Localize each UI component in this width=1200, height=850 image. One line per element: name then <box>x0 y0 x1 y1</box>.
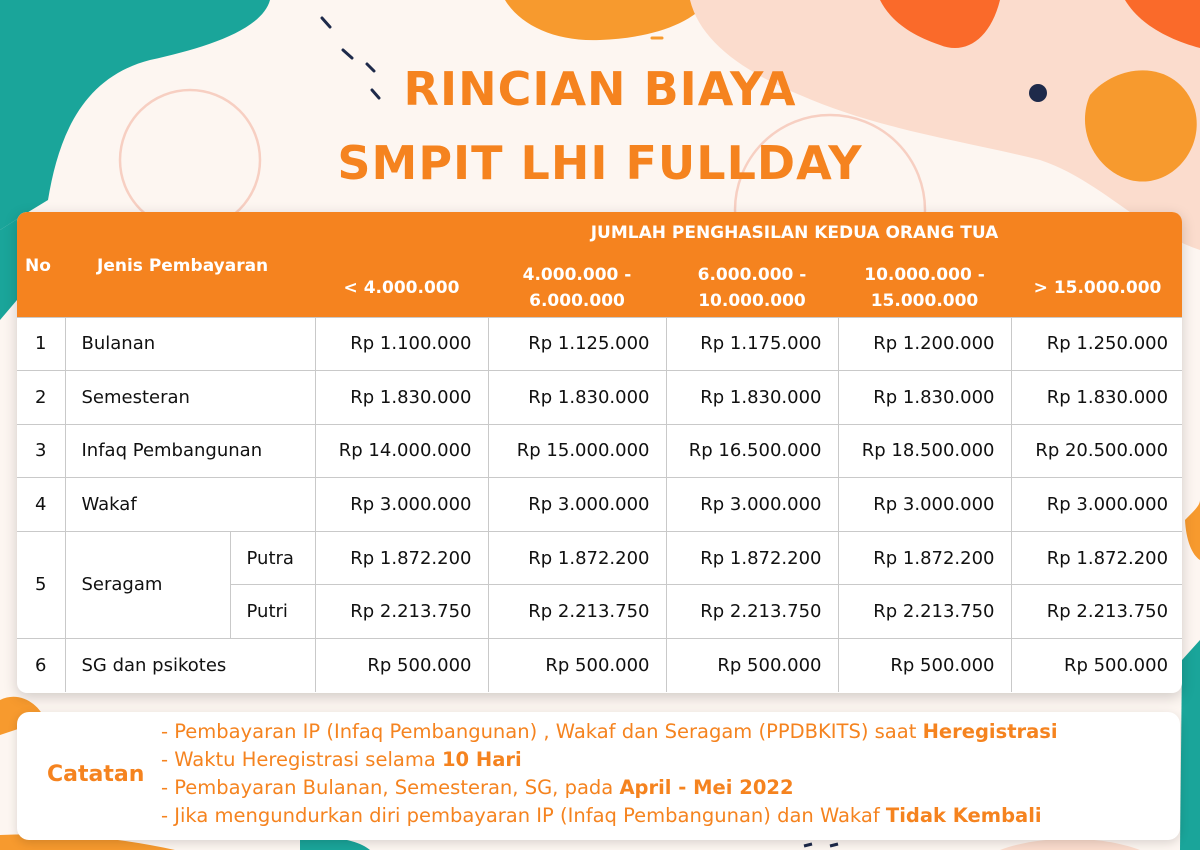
table-row <box>17 371 1182 425</box>
fee-cell: Rp 1.830.000 <box>315 371 488 425</box>
row-name: Seragam <box>65 531 230 638</box>
fee-table <box>17 212 1182 692</box>
fee-cell: Rp 14.000.000 <box>315 424 488 478</box>
fee-cell: Rp 1.125.000 <box>488 317 666 371</box>
range-line: > 15.000.000 <box>1033 278 1162 299</box>
table-row <box>17 424 1182 478</box>
fee-cell: Rp 500.000 <box>666 639 838 693</box>
row-name: SG dan psikotes <box>65 639 315 693</box>
row-name: Infaq Pembangunan <box>65 424 315 478</box>
fee-cell: Rp 1.100.000 <box>315 317 488 371</box>
fee-cell: Rp 2.213.750 <box>1011 585 1182 639</box>
row-no: 2 <box>17 371 65 425</box>
fee-cell: Rp 1.872.200 <box>488 531 666 585</box>
fee-cell: Rp 1.872.200 <box>666 531 838 585</box>
fee-cell: Rp 3.000.000 <box>838 478 1011 532</box>
note-text: - Jika mengundurkan diri pembayaran IP (Infaq Pembangunan) dan Wakaf <box>161 804 886 827</box>
fee-cell: Rp 1.872.200 <box>838 531 1011 585</box>
header-range <box>315 254 488 317</box>
row-sub-label: Putri <box>230 585 315 639</box>
header-range <box>1011 254 1182 317</box>
header-jenis: Jenis Pembayaran <box>65 212 315 317</box>
fee-cell: Rp 15.000.000 <box>488 424 666 478</box>
title-line-2: SMPIT LHI FULLDAY <box>337 136 863 190</box>
range-line: 15.000.000 <box>870 291 979 312</box>
row-no: 4 <box>17 478 65 532</box>
note-emphasis: Heregistrasi <box>922 720 1058 743</box>
notes-list <box>161 718 1058 830</box>
note-item <box>161 774 1058 802</box>
fee-cell: Rp 3.000.000 <box>666 478 838 532</box>
note-text: - Pembayaran IP (Infaq Pembangunan) , Wakaf dan Seragam (PPDBKITS) saat <box>161 720 923 743</box>
fee-cell: Rp 3.000.000 <box>315 478 488 532</box>
table-row <box>17 639 1182 693</box>
fee-cell: Rp 1.872.200 <box>315 531 488 585</box>
fee-cell: Rp 1.175.000 <box>666 317 838 371</box>
range-line: < 4.000.000 <box>343 278 460 299</box>
fee-cell: Rp 1.830.000 <box>838 371 1011 425</box>
note-emphasis: April - Mei 2022 <box>619 776 794 799</box>
fee-cell: Rp 1.830.000 <box>666 371 838 425</box>
row-name: Semesteran <box>65 371 315 425</box>
fee-cell: Rp 2.213.750 <box>488 585 666 639</box>
header-range <box>488 254 666 317</box>
fee-cell: Rp 16.500.000 <box>666 424 838 478</box>
range-line: 10.000.000 - <box>864 265 985 286</box>
header-range <box>838 254 1011 317</box>
fee-cell: Rp 1.830.000 <box>488 371 666 425</box>
fee-cell: Rp 500.000 <box>1011 639 1182 693</box>
fee-table-card <box>17 212 1182 693</box>
title-line-1: RINCIAN BIAYA <box>403 62 797 116</box>
notes-label: Catatan <box>47 762 145 787</box>
note-item <box>161 802 1058 830</box>
row-name: Bulanan <box>65 317 315 371</box>
row-name: Wakaf <box>65 478 315 532</box>
fee-cell: Rp 1.200.000 <box>838 317 1011 371</box>
fee-cell: Rp 1.872.200 <box>1011 531 1182 585</box>
fee-cell: Rp 2.213.750 <box>838 585 1011 639</box>
range-line: 4.000.000 - <box>522 265 632 286</box>
row-no: 3 <box>17 424 65 478</box>
note-text: - Waktu Heregistrasi selama <box>161 748 442 771</box>
header-range <box>666 254 838 317</box>
note-text: - Pembayaran Bulanan, Semesteran, SG, pada <box>161 776 620 799</box>
fee-cell: Rp 2.213.750 <box>315 585 488 639</box>
fee-cell: Rp 3.000.000 <box>1011 478 1182 532</box>
table-row <box>17 531 1182 585</box>
fee-cell: Rp 3.000.000 <box>488 478 666 532</box>
row-sub-label: Putra <box>230 531 315 585</box>
fee-cell: Rp 500.000 <box>315 639 488 693</box>
range-line: 6.000.000 - <box>697 265 807 286</box>
note-emphasis: 10 Hari <box>441 748 522 771</box>
table-row <box>17 317 1182 371</box>
table-row <box>17 478 1182 532</box>
range-line: 6.000.000 <box>529 291 625 312</box>
notes-card <box>17 712 1180 840</box>
fee-cell: Rp 500.000 <box>838 639 1011 693</box>
row-no: 6 <box>17 639 65 693</box>
note-item <box>161 718 1058 746</box>
fee-cell: Rp 2.213.750 <box>666 585 838 639</box>
row-no: 5 <box>17 531 65 638</box>
row-no: 1 <box>17 317 65 371</box>
fee-cell: Rp 20.500.000 <box>1011 424 1182 478</box>
fee-cell: Rp 1.830.000 <box>1011 371 1182 425</box>
note-item <box>161 746 1058 774</box>
header-income-group: JUMLAH PENGHASILAN KEDUA ORANG TUA <box>315 212 1182 254</box>
fee-cell: Rp 500.000 <box>488 639 666 693</box>
note-emphasis: Tidak Kembali <box>885 804 1042 827</box>
range-line: 10.000.000 <box>698 291 806 312</box>
fee-cell: Rp 18.500.000 <box>838 424 1011 478</box>
header-no: No <box>17 212 65 317</box>
fee-cell: Rp 1.250.000 <box>1011 317 1182 371</box>
